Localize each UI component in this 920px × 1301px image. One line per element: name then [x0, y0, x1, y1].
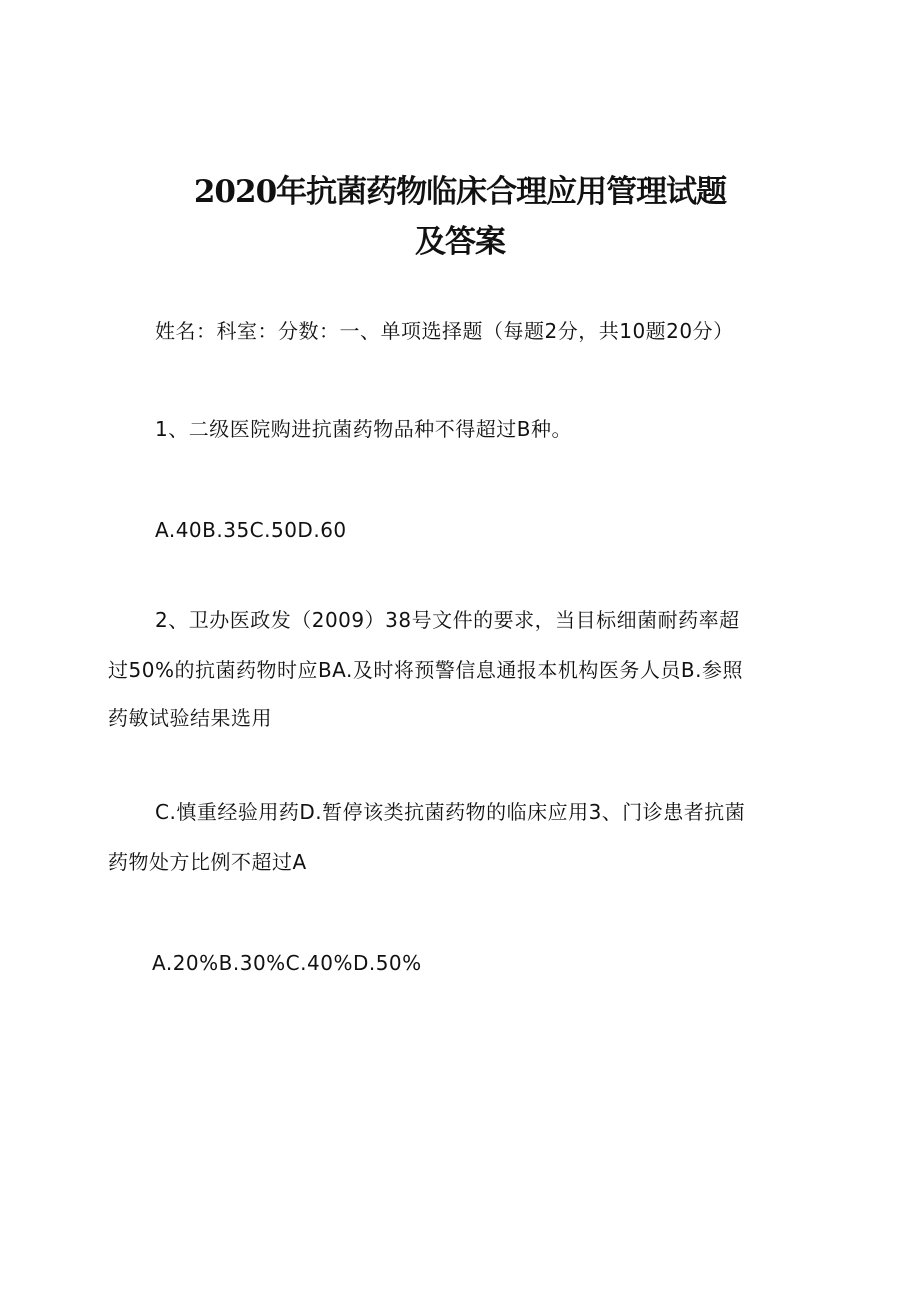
document-title-line-2: 及答案 [415, 224, 505, 260]
question-2-line-1: 2、卫办医政发（2009）38号文件的要求，当目标细菌耐药率超 [155, 608, 740, 632]
question-1-options: A.40B.35C.50D.60 [155, 518, 347, 542]
document-title-line-1: 2020年抗菌药物临床合理应用管理试题 [193, 174, 727, 210]
question-2-line-4: C.慎重经验用药D.暂停该类抗菌药物的临床应用3、门诊患者抗菌 [155, 800, 746, 824]
question-1-text: 1、二级医院购进抗菌药物品种不得超过B种。 [155, 417, 572, 441]
question-2-line-3: 药敏试验结果选用 [108, 706, 272, 730]
question-3-options: A.20%B.30%C.40%D.50% [152, 951, 422, 975]
exam-header-line: 姓名：科室：分数：一、单项选择题（每题2分，共10题20分） [155, 319, 734, 343]
question-3-line-2: 药物处方比例不超过A [108, 850, 307, 874]
question-2-line-2: 过50%的抗菌药物时应BA.及时将预警信息通报本机构医务人员B.参照 [108, 658, 743, 682]
